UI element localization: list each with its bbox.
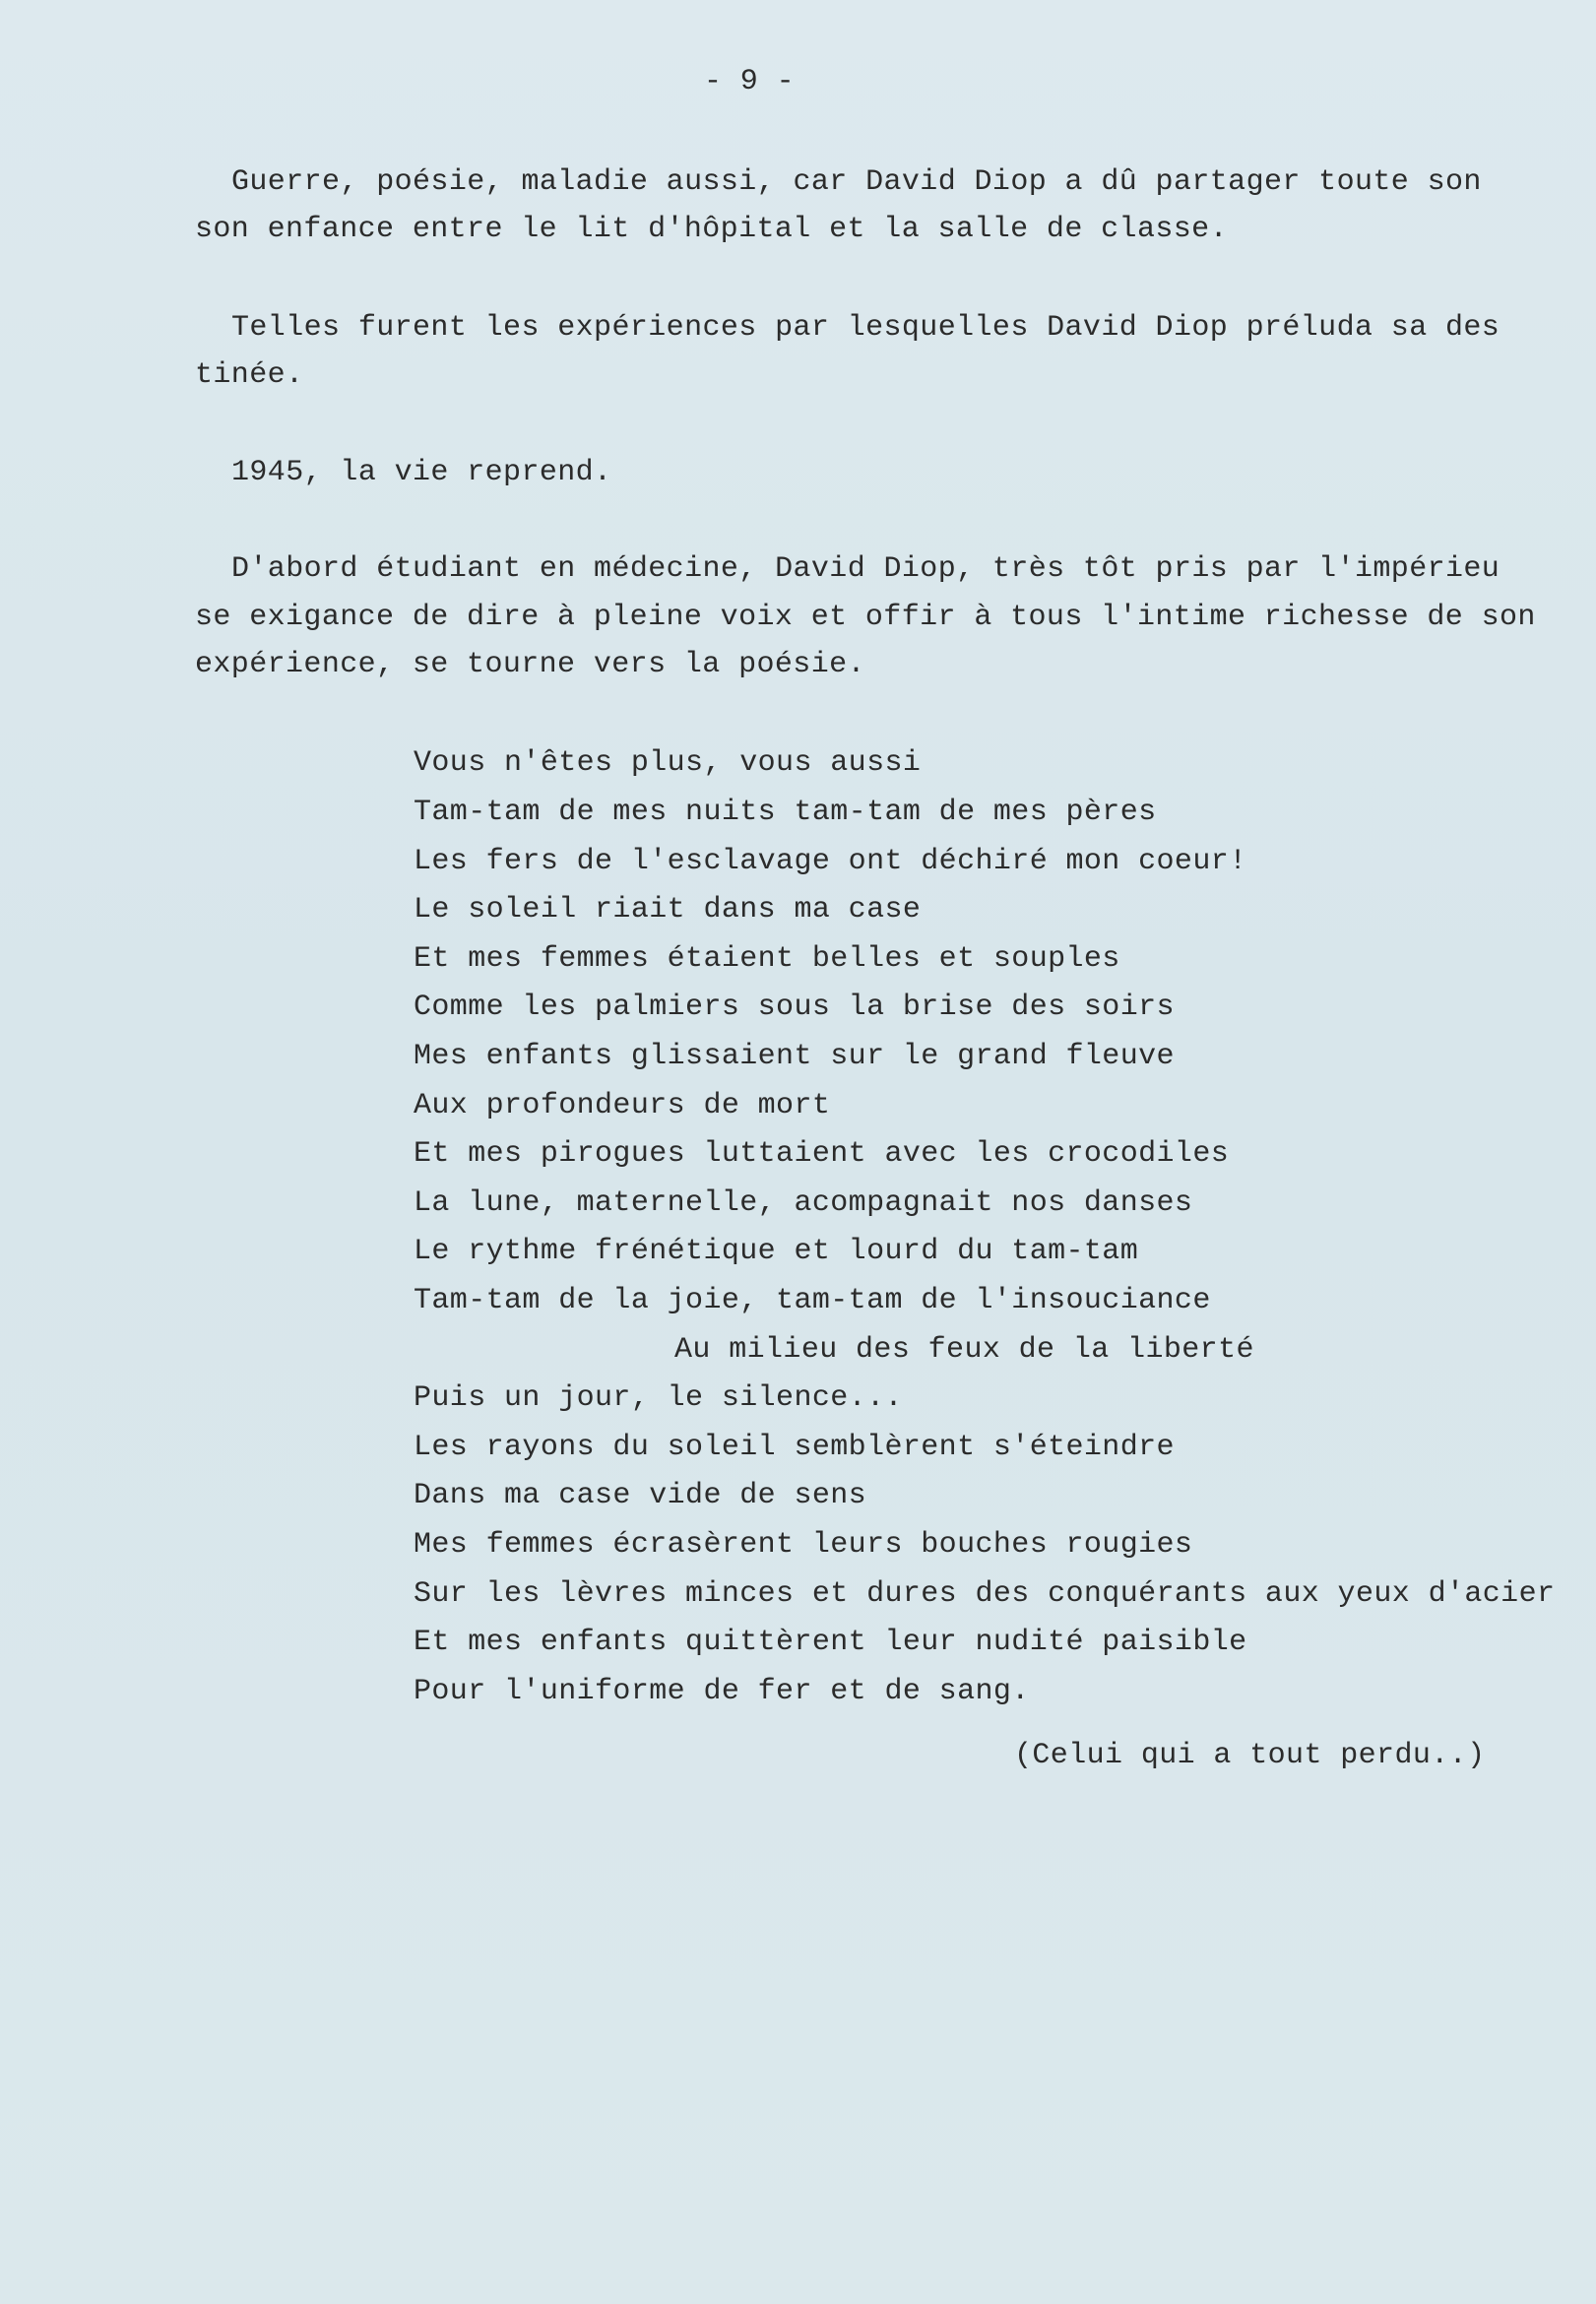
poem-line: Mes femmes écrasèrent leurs bouches rougies (414, 1528, 1193, 1562)
poem-line: Tam-tam de mes nuits tam-tam de mes pères (414, 796, 1157, 829)
poem-line: La lune, maternelle, acompagnait nos danses (414, 1186, 1193, 1220)
poem-line-indented: Au milieu des feux de la liberté (674, 1333, 1254, 1367)
paragraph-line: se exigance de dire à pleine voix et offir à tous l'intime richesse de son (195, 601, 1536, 634)
poem-line: Sur les lèvres minces et dures des conquérants aux yeux d'acier (414, 1577, 1556, 1611)
poem-line: Vous n'êtes plus, vous aussi (414, 746, 922, 780)
paragraph-line: son enfance entre le lit d'hôpital et la salle de classe. (195, 213, 1228, 246)
poem-line: Les fers de l'esclavage ont déchiré mon coeur! (414, 845, 1247, 878)
paragraph-line: Guerre, poésie, maladie aussi, car David Diop a dû partager toute son (231, 165, 1482, 199)
poem-line: Tam-tam de la joie, tam-tam de l'insouciance (414, 1284, 1211, 1317)
paragraph-line: tinée. (195, 358, 304, 392)
poem-line: Les rayons du soleil semblèrent s'éteindre (414, 1431, 1175, 1464)
poem-line: Et mes enfants quittèrent leur nudité paisible (414, 1626, 1247, 1659)
poem-line: Aux profondeurs de mort (414, 1089, 831, 1122)
paragraph-line: expérience, se tourne vers la poésie. (195, 648, 865, 681)
poem-line: Le soleil riait dans ma case (414, 893, 922, 927)
page-number: - 9 - (704, 65, 796, 98)
paragraph-line: 1945, la vie reprend. (231, 456, 612, 489)
poem-line: Dans ma case vide de sens (414, 1479, 867, 1512)
poem-line: Et mes femmes étaient belles et souples (414, 942, 1120, 976)
poem-citation: (Celui qui a tout perdu..) (1014, 1739, 1486, 1772)
poem-line: Et mes pirogues luttaient avec les crocodiles (414, 1137, 1230, 1171)
paragraph-line: D'abord étudiant en médecine, David Diop, très tôt pris par l'impérieu (231, 552, 1500, 586)
poem-line: Puis un jour, le silence... (414, 1381, 903, 1415)
poem-line: Le rythme frénétique et lourd du tam-tam (414, 1235, 1139, 1268)
paragraph-line: Telles furent les expériences par lesquelles David Diop préluda sa des (231, 311, 1500, 345)
poem-line: Mes enfants glissaient sur le grand fleuve (414, 1040, 1175, 1073)
poem-line: Pour l'uniforme de fer et de sang. (414, 1675, 1030, 1708)
poem-line: Comme les palmiers sous la brise des soirs (414, 991, 1175, 1024)
